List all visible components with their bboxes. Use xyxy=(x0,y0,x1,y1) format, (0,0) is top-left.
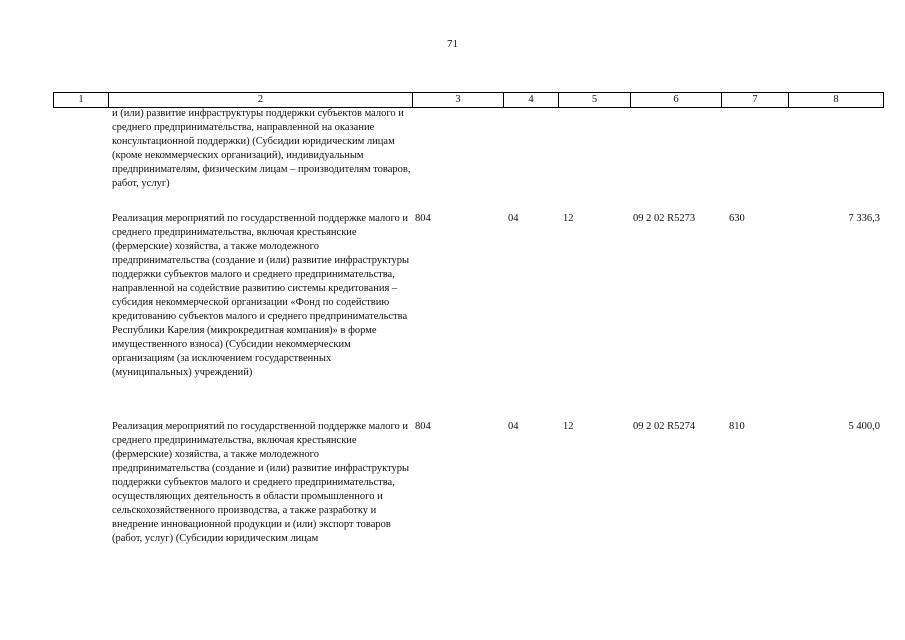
row-col5: 12 xyxy=(563,213,574,224)
row-col4: 04 xyxy=(508,421,519,432)
column-header-1: 1 xyxy=(53,93,108,107)
table-header-row xyxy=(53,92,884,108)
row-col8: 5 400,0 xyxy=(848,421,880,432)
row-col7: 630 xyxy=(729,213,745,224)
column-header-7: 7 xyxy=(721,93,788,107)
row-col5: 12 xyxy=(563,421,574,432)
column-header-6: 6 xyxy=(630,93,721,107)
row-description: и (или) развитие инфраструктуры поддержки субъектов малого и среднего предпринимательства, направленной на оказание консультационной поддержки) (Субсидии юридическим лицам (кроме некоммерческих организаций), индивидуальным предпринимателям, физическим лицам – производителям товаров, работ, услуг) xyxy=(112,108,411,189)
page-number: 71 xyxy=(447,38,458,50)
row-col7: 810 xyxy=(729,421,745,432)
row-description: Реализация мероприятий по государственной поддержке малого и среднего предпринимательства, включая крестьянские (фермерские) хозяйства, а также молодежного предпринимательства (создание и (или) развитие инфраструктуры поддержки субъектов малого и среднего предпринимательства, осуществляющих деятельность в области промышленного и сельскохозяйственного производства, а также разработку и внедрение инновационной продукции и (или) экспорт товаров (работ, услуг) (Субсидии юридическим лицам xyxy=(112,421,410,544)
column-header-3: 3 xyxy=(412,93,503,107)
row-col3: 804 xyxy=(415,213,431,224)
row-col3: 804 xyxy=(415,421,431,432)
column-header-5: 5 xyxy=(558,93,630,107)
row-col4: 04 xyxy=(508,213,519,224)
row-col6: 09 2 02 R5273 xyxy=(633,213,696,224)
row-description: Реализация мероприятий по государственной поддержке малого и среднего предпринимательства, включая крестьянские (фермерские) хозяйства, а также молодежного предпринимательства (создание и (или) развитие инфраструктуры поддержки субъектов малого и среднего предпринимательства, направленной на содействие развитию системы кредитования – субсидия некоммерческой организации «Фонд по содействию кредитованию субъектов малого и среднего предпринимательства Республики Карелия (микрокредитная компания)» в форме имущественного взноса) (Субсидии некоммерческим организациям (за исключением государственных (муниципальных) учреждений) xyxy=(112,213,410,378)
row-col8: 7 336,3 xyxy=(848,213,880,224)
column-header-4: 4 xyxy=(503,93,558,107)
row-col6: 09 2 02 R5274 xyxy=(633,421,696,432)
column-header-8: 8 xyxy=(788,93,884,107)
column-header-2: 2 xyxy=(108,93,412,107)
